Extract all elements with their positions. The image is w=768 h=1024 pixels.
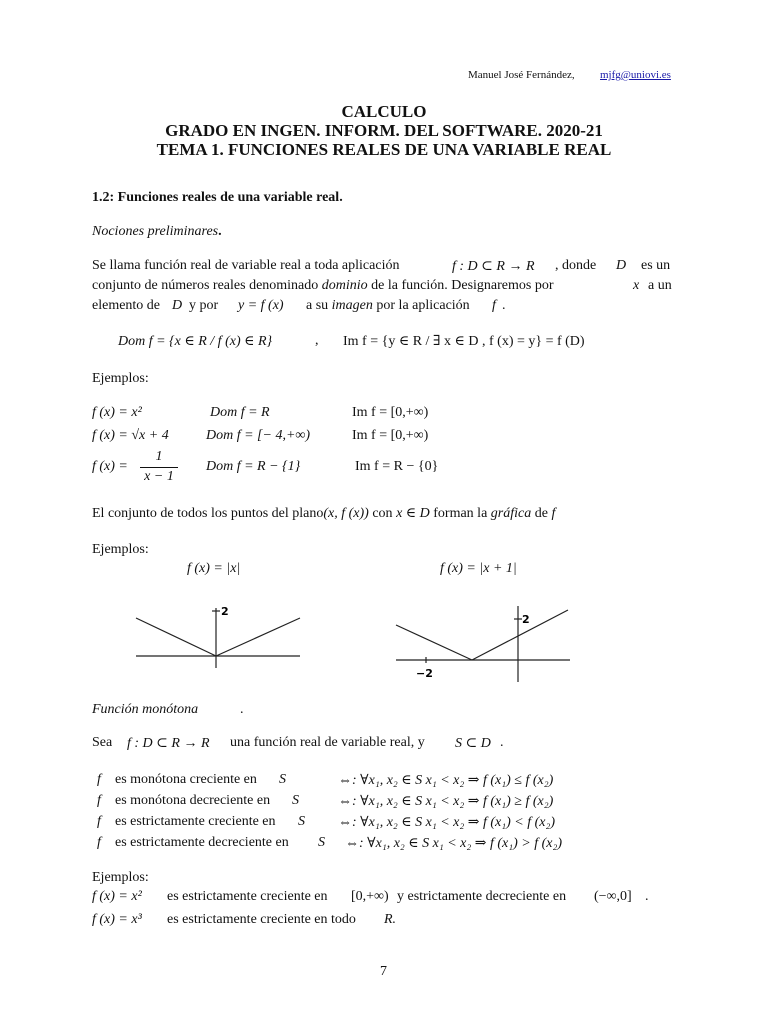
intro-map: f : D ⊂ R → R — [452, 259, 535, 274]
example-function-lhs: f (x) = — [92, 459, 128, 474]
ejemplos-label: Ejemplos: — [92, 371, 149, 386]
dominio-word: dominio — [321, 278, 368, 293]
example-function: f (x) = √x + 4 — [92, 428, 169, 443]
graph-abs-x-plus-1 — [392, 600, 572, 682]
sea-text: . — [500, 735, 504, 750]
intro-text: elemento de — [92, 298, 161, 313]
grafica-sentence — [92, 505, 555, 522]
section-heading: 1.2: Funciones reales de una variable real. — [92, 190, 343, 205]
example-domain: Dom f = R − {1} — [206, 459, 301, 474]
mono-condition: ⇔: ∀x₁, x₂ ∈ S x₁ < x₂ ⇒ f (x₁) < f (x₂) — [338, 815, 556, 830]
fraction-bar — [140, 467, 178, 468]
final-text: es estrictamente creciente en todo — [167, 912, 356, 927]
fraction-numerator: 1 — [155, 449, 163, 464]
graph-1-curve — [136, 618, 300, 656]
mono-set: S — [298, 814, 305, 829]
final-function: f (x) = x² — [92, 889, 142, 904]
intro-text: de la función. Designaremos por — [371, 278, 554, 293]
mono-set: S — [279, 772, 286, 787]
example-image: Im f = [0,+∞) — [352, 405, 429, 420]
intro-text: Se llama función real de variable real a toda aplicación — [92, 258, 400, 273]
final-interval: [0,+∞) — [351, 889, 389, 904]
intro-text: y por — [189, 298, 219, 313]
example-image: Im f = R − {0} — [355, 459, 439, 474]
intro-math: D — [172, 298, 183, 313]
mono-f: f — [97, 835, 101, 850]
im-definition: Im f = {y ∈ R / ∃ x ∈ D , f (x) = y} = f (D) — [343, 334, 585, 349]
nociones-heading: Nociones preliminares. — [92, 224, 222, 239]
intro-math: D — [616, 258, 627, 273]
mono-set: S — [292, 793, 299, 808]
intro-text: es un — [641, 258, 671, 273]
intro-text: a un — [648, 278, 672, 293]
ejemplos-label: Ejemplos: — [92, 870, 149, 885]
mono-text: es estrictamente creciente en — [115, 814, 276, 829]
sea-map: f : D ⊂ R → R — [127, 736, 210, 751]
example-domain: Dom f = [− 4,+∞) — [206, 428, 311, 443]
fraction-denominator: x − 1 — [144, 469, 174, 484]
mono-text: es monótona creciente en — [115, 772, 257, 787]
ejemplos-label: Ejemplos: — [92, 542, 149, 557]
course-title: CALCULO — [341, 102, 427, 121]
mono-condition: ⇔: ∀x₁, x₂ ∈ S x₁ < x₂ ⇒ f (x₁) > f (x₂) — [345, 836, 563, 851]
intro-math: f — [492, 298, 496, 313]
intro-text: a su — [306, 298, 329, 313]
intro-text: , donde — [555, 258, 597, 273]
example-domain: Dom f = R — [210, 405, 270, 420]
graph-1-label: f (x) = |x| — [187, 561, 241, 576]
dom-definition: Dom f = {x ∈ R / f (x) ∈ R} — [118, 334, 273, 349]
grafica-condition: x ∈ D — [396, 506, 430, 521]
definition-separator: , — [315, 333, 319, 348]
grafica-text: forman la — [433, 506, 488, 521]
example-function: f (x) = x² — [92, 405, 142, 420]
nociones-text: Nociones preliminares — [92, 224, 219, 239]
sea-text: Sea — [92, 735, 113, 750]
intro-text: . — [502, 298, 506, 313]
graph-2-curve — [396, 610, 568, 660]
graph-abs-x — [130, 600, 305, 670]
mono-set: S — [318, 835, 325, 850]
intro-math: y = f (x) — [238, 298, 284, 313]
mono-text: es estrictamente decreciente en — [115, 835, 289, 850]
intro-math: x — [633, 278, 640, 293]
mono-condition: ⇔: ∀x₁, x₂ ∈ S x₁ < x₂ ⇒ f (x₁) ≤ f (x₂) — [338, 773, 554, 788]
mono-text: es monótona decreciente en — [115, 793, 271, 808]
grafica-text: El conjunto de todos los puntos del plano — [92, 506, 324, 521]
final-set: R. — [384, 912, 397, 927]
intro-line-3b — [306, 298, 470, 314]
graph-2-x-tick-label: −2 — [416, 667, 433, 680]
sea-text: una función real de variable real, y — [230, 735, 425, 750]
example-image: Im f = [0,+∞) — [352, 428, 429, 443]
graph-2-y-tick-label: 2 — [522, 613, 530, 626]
graph-2-label: f (x) = |x + 1| — [440, 561, 517, 576]
author-name: Manuel José Fernández, — [468, 69, 575, 81]
intro-line-1 — [92, 258, 399, 274]
degree-title: GRADO EN INGEN. INFORM. DEL SOFTWARE. 2020-21 — [165, 121, 603, 140]
author-email-link[interactable]: mjfg@uniovi.es — [600, 69, 671, 81]
final-function: f (x) = x³ — [92, 912, 142, 927]
sea-subset: S ⊂ D — [455, 736, 491, 751]
grafica-text: con — [372, 506, 393, 521]
final-text: es estrictamente creciente en — [167, 889, 328, 904]
grafica-f: f — [551, 506, 556, 521]
intro-line-2 — [92, 278, 554, 294]
monotona-period: . — [240, 702, 244, 717]
final-text: . — [645, 889, 649, 904]
grafica-pair: (x, f (x)) — [323, 506, 369, 521]
mono-f: f — [97, 793, 101, 808]
mono-condition: ⇔: ∀x₁, x₂ ∈ S x₁ < x₂ ⇒ f (x₁) ≥ f (x₂) — [338, 794, 554, 809]
graph-1-tick-label: 2 — [221, 605, 229, 618]
intro-text: por la aplicación — [376, 298, 470, 313]
intro-text: conjunto de números reales denominado — [92, 278, 319, 293]
page-number: 7 — [380, 964, 387, 979]
final-text: y estrictamente decreciente en — [397, 889, 567, 904]
topic-title: TEMA 1. FUNCIONES REALES DE UNA VARIABLE REAL — [156, 140, 612, 159]
mono-f: f — [97, 772, 101, 787]
final-interval: (−∞,0] — [594, 889, 632, 904]
mono-f: f — [97, 814, 101, 829]
monotona-heading: Función monótona — [92, 702, 199, 717]
grafica-word: gráfica — [490, 506, 532, 521]
grafica-text: de — [534, 506, 548, 521]
imagen-word: imagen — [331, 298, 373, 313]
